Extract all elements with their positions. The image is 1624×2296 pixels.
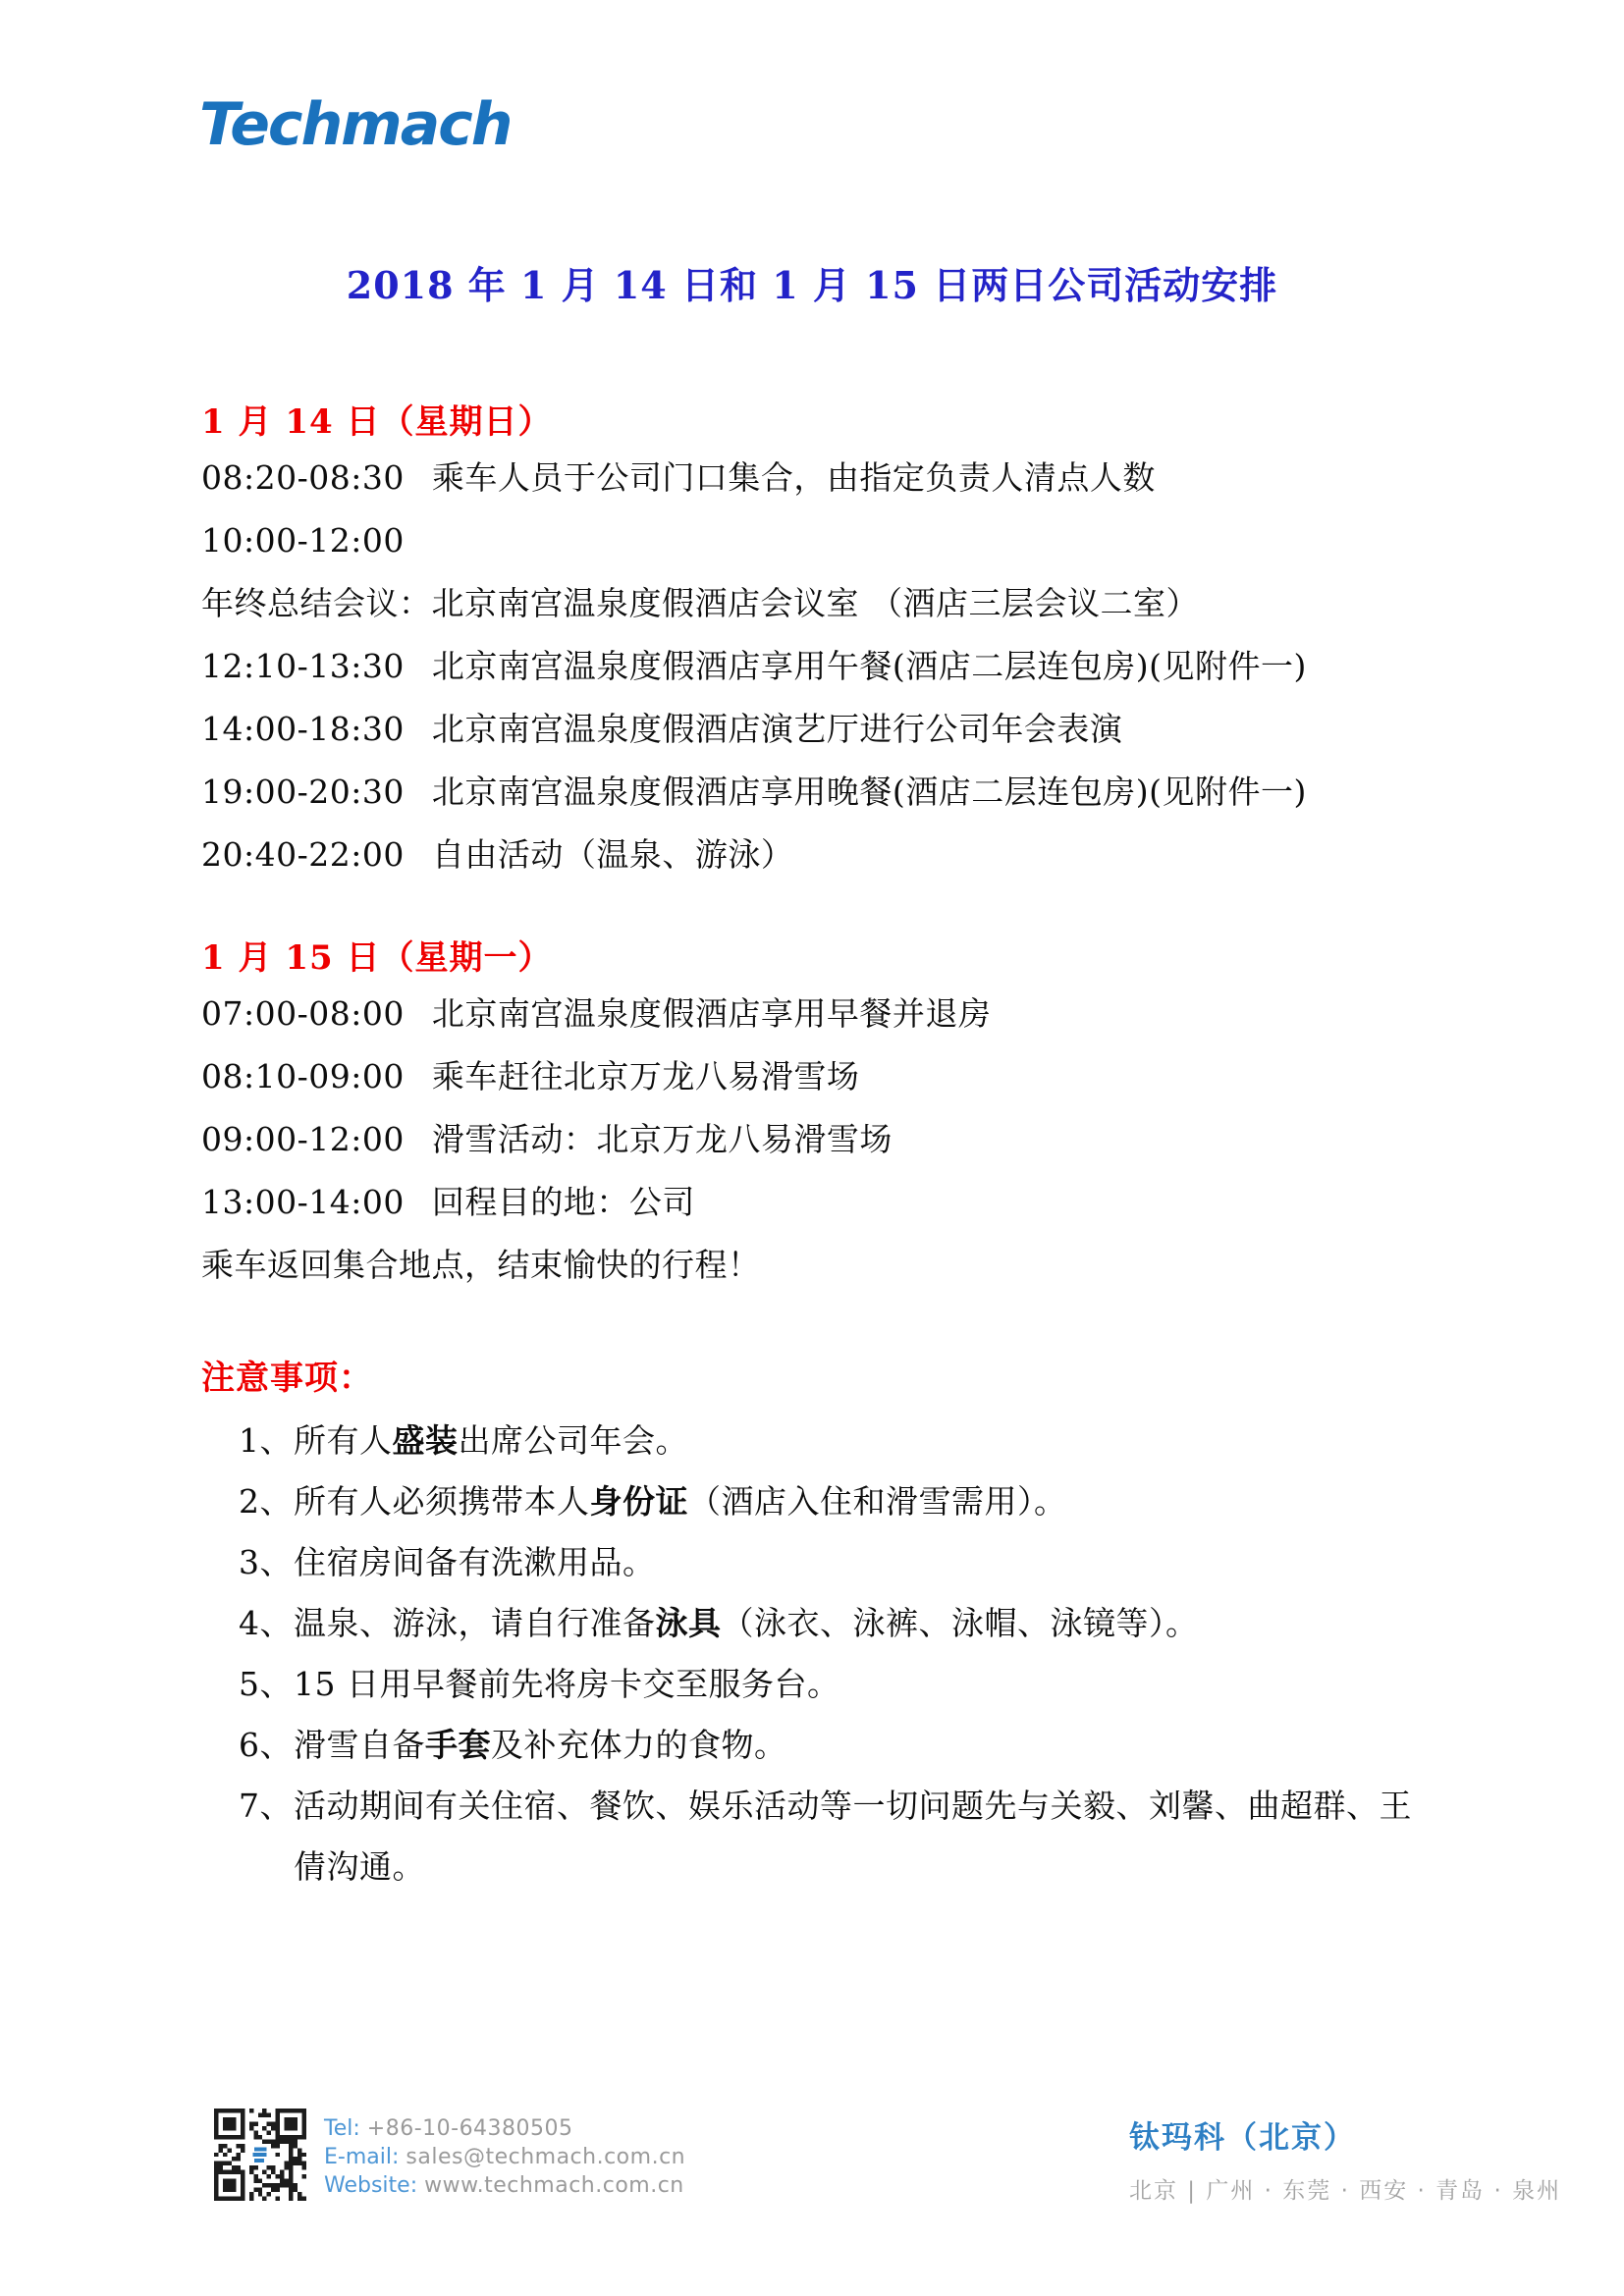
company-name: 钛玛科（北京） bbox=[1129, 2120, 1356, 2156]
schedule-item bbox=[201, 1045, 1424, 1108]
page-footer bbox=[0, 2091, 1624, 2248]
schedule-desc: 滑雪活动：北京万龙八易滑雪场 bbox=[431, 1120, 893, 1158]
day-heading: 1 月 14 日（星期日） bbox=[201, 402, 553, 442]
note-text: 所有人盛装出席公司年会。 bbox=[294, 1421, 688, 1460]
schedule-desc: 北京南宫温泉度假酒店享用早餐并退房 bbox=[431, 994, 992, 1033]
contact-block bbox=[324, 2114, 685, 2200]
qr-code bbox=[214, 2109, 306, 2201]
schedule-item bbox=[201, 447, 1424, 509]
schedule-time: 13:00-14:00 bbox=[201, 1183, 405, 1221]
schedule-item bbox=[201, 1108, 1424, 1171]
note-number: 3、 bbox=[239, 1543, 293, 1581]
note-text: 所有人必须携带本人身份证（酒店入住和滑雪需用）。 bbox=[294, 1482, 1067, 1521]
email-line bbox=[324, 2143, 685, 2171]
website-value: www.techmach.com.cn bbox=[424, 2173, 684, 2198]
closing-line: 乘车返回集合地点，结束愉快的行程！ bbox=[201, 1246, 761, 1284]
schedule-item bbox=[201, 635, 1424, 698]
schedule-item bbox=[201, 509, 1424, 635]
note-text: 活动期间有关住宿、餐饮、娱乐活动等一切问题先与关毅、刘馨、曲超群、王倩沟通。 bbox=[294, 1787, 1412, 1886]
note-text: 滑雪自备手套及补充体力的食物。 bbox=[294, 1726, 787, 1764]
note-number: 5、 bbox=[239, 1665, 293, 1703]
notes-section bbox=[201, 1354, 1424, 1897]
page-title: 2018 年 1 月 14 日和 1 月 15 日两日公司活动安排 bbox=[346, 263, 1278, 307]
document-body bbox=[201, 398, 1424, 1897]
note-item bbox=[239, 1532, 1424, 1593]
company-cities: 北京 | 广州 · 东莞 · 西安 · 青岛 · 泉州 bbox=[1129, 2178, 1562, 2204]
schedule-desc: 北京南宫温泉度假酒店享用晚餐(酒店二层连包房)(见附件一) bbox=[431, 773, 1307, 811]
note-number: 1、 bbox=[239, 1421, 293, 1460]
schedule-desc: 乘车赶往北京万龙八易滑雪场 bbox=[431, 1057, 860, 1095]
day-heading: 1 月 15 日（星期一） bbox=[201, 938, 553, 978]
schedule-desc: 年终总结会议：北京南宫温泉度假酒店会议室 （酒店三层会议二室） bbox=[201, 584, 1199, 622]
note-item bbox=[239, 1715, 1424, 1776]
schedule-desc: 乘车人员于公司门口集合，由指定负责人清点人数 bbox=[431, 458, 1156, 497]
schedule-item bbox=[201, 983, 1424, 1045]
schedule-time: 08:20-08:30 bbox=[201, 458, 405, 497]
schedule-desc: 回程目的地：公司 bbox=[431, 1183, 695, 1221]
day-section-2 bbox=[201, 934, 1424, 1297]
schedule-time: 07:00-08:00 bbox=[201, 994, 405, 1033]
schedule-time: 19:00-20:30 bbox=[201, 773, 405, 811]
note-number: 6、 bbox=[239, 1726, 293, 1764]
schedule-time: 14:00-18:30 bbox=[201, 710, 405, 748]
email-label: E-mail: bbox=[324, 2145, 400, 2169]
note-text: 15 日用早餐前先将房卡交至服务台。 bbox=[294, 1665, 840, 1703]
tel-value: +86-10-64380505 bbox=[366, 2116, 573, 2141]
schedule-item bbox=[201, 1171, 1424, 1234]
tel-line bbox=[324, 2114, 685, 2143]
schedule-time: 08:10-09:00 bbox=[201, 1057, 405, 1095]
schedule-item bbox=[201, 824, 1424, 886]
schedule-item bbox=[201, 761, 1424, 824]
qr-center-logo bbox=[249, 2144, 271, 2165]
note-item bbox=[239, 1593, 1424, 1654]
day-section-1 bbox=[201, 398, 1424, 886]
tel-label: Tel: bbox=[324, 2116, 360, 2141]
note-number: 7、 bbox=[239, 1787, 293, 1825]
website-line bbox=[324, 2171, 685, 2200]
note-number: 2、 bbox=[239, 1482, 293, 1521]
schedule-item bbox=[201, 698, 1424, 761]
schedule-desc: 北京南宫温泉度假酒店享用午餐(酒店二层连包房)(见附件一) bbox=[431, 647, 1307, 685]
note-text: 住宿房间备有洗漱用品。 bbox=[294, 1543, 656, 1581]
note-item bbox=[239, 1471, 1424, 1532]
notes-heading: 注意事项： bbox=[201, 1359, 373, 1398]
note-text: 温泉、游泳，请自行准备泳具（泳衣、泳裤、泳帽、泳镜等）。 bbox=[294, 1604, 1199, 1642]
company-block bbox=[1129, 2112, 1561, 2205]
note-item bbox=[239, 1776, 1424, 1897]
company-logo: Techmach bbox=[199, 90, 512, 159]
schedule-desc: 自由活动（温泉、游泳） bbox=[431, 835, 794, 874]
email-value: sales@techmach.com.cn bbox=[406, 2145, 686, 2169]
schedule-desc: 北京南宫温泉度假酒店演艺厅进行公司年会表演 bbox=[431, 710, 1123, 748]
schedule-time: 10:00-12:00 bbox=[201, 521, 405, 560]
schedule-time: 09:00-12:00 bbox=[201, 1120, 405, 1158]
note-item bbox=[239, 1654, 1424, 1715]
schedule-time: 12:10-13:30 bbox=[201, 647, 405, 685]
website-label: Website: bbox=[324, 2173, 418, 2198]
note-item bbox=[239, 1411, 1424, 1471]
schedule-time: 20:40-22:00 bbox=[201, 835, 405, 874]
note-number: 4、 bbox=[239, 1604, 293, 1642]
